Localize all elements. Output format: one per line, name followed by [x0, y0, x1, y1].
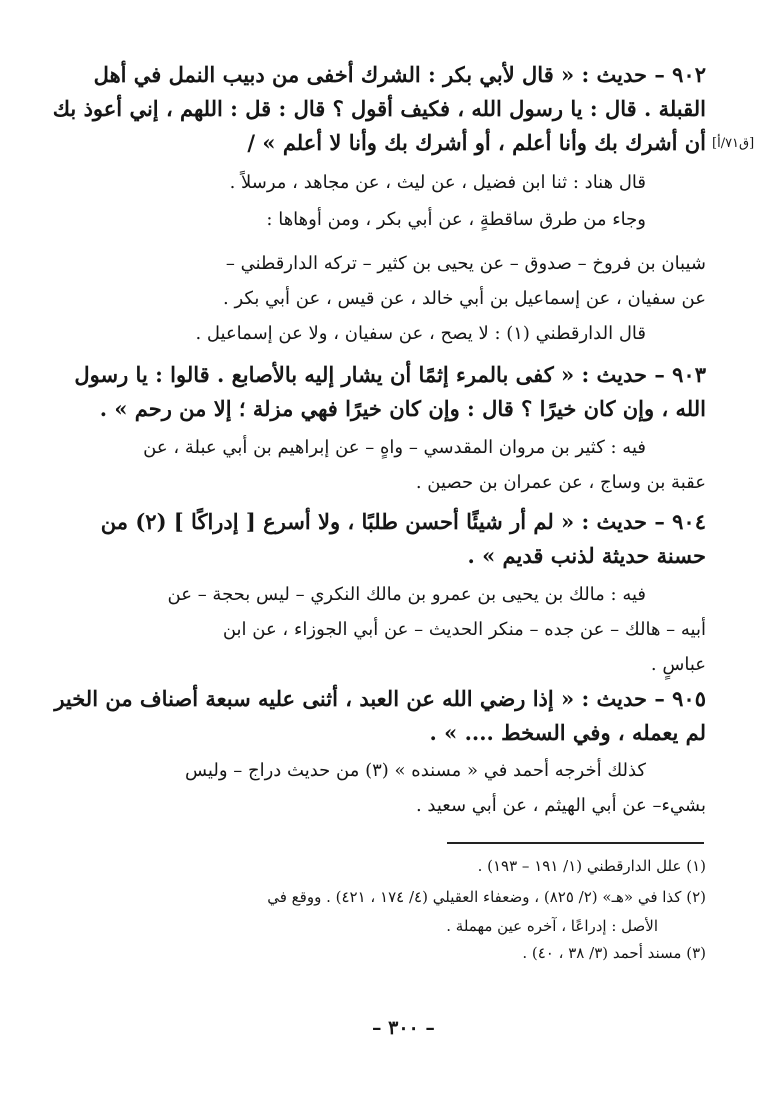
hadith-905-commentary-1: كذلك أخرجه أحمد في « مسنده » (٣) من حديث دراج – وليس — [184, 760, 646, 781]
hadith-905-commentary-2: بشيء– عن أبي الهيثم ، عن أبي سعيد . — [415, 795, 706, 816]
hadith-902-commentary-4: عن سفيان ، عن إسماعيل بن أبي خالد ، عن قيس ، عن أبي بكر . — [223, 288, 706, 309]
hadith-903-line-1: ٩٠٣ – حديث : « كفى بالمرء إثمًا أن يشار إليه بالأصابع . قالوا : يا رسول — [74, 362, 706, 387]
hadith-902-line-1: ٩٠٢ – حديث : « قال لأبي بكر : الشرك أخفى من دبيب النمل في أهل — [93, 62, 706, 87]
hadith-902-line-3: أن أشرك بك وأنا أعلم ، أو أشرك بك وأنا لا أعلم » / — [247, 130, 706, 155]
hadith-902-commentary-2: وجاء من طرق ساقطةٍ ، عن أبي بكر ، ومن أوهاها : — [266, 209, 646, 230]
hadith-905-line-1: ٩٠٥ – حديث : « إذا رضي الله عن العبد ، أثنى عليه سبعة أصناف من الخير — [54, 686, 706, 711]
footnote-1: (١) علل الدارقطني (١/ ١٩١ – ١٩٣) . — [477, 857, 706, 875]
hadith-903-commentary-1: فيه : كثير بن مروان المقدسي – واهٍ – عن إبراهيم بن أبي عبلة ، عن — [143, 437, 646, 458]
footnote-separator — [447, 842, 704, 844]
hadith-904-line-2: حسنة حديثة لذنب قديم » . — [467, 543, 706, 568]
hadith-902-line-2: القبلة . قال : يا رسول الله ، فكيف أقول ؟ قال : قل : اللهم ، إني أعوذ بك — [52, 96, 706, 121]
hadith-904-commentary-2: أبيه – هالك – عن جده – منكر الحديث – عن أبي الجوزاء ، عن ابن — [222, 619, 706, 640]
hadith-904-commentary-3: عباسٍ . — [650, 654, 706, 675]
manuscript-folio-ref: [ق٧١/أ] — [712, 136, 755, 151]
hadith-902-commentary-1: قال هناد : ثنا ابن فضيل ، عن ليث ، عن مجاهد ، مرسلاً . — [229, 172, 646, 193]
hadith-902-commentary-3: شيبان بن فروخ – صدوق – عن يحيى بن كثير – تركه الدارقطني – — [225, 253, 706, 274]
hadith-905-line-2: لم يعمله ، وفي السخط .... » . — [429, 720, 706, 745]
hadith-904-commentary-1: فيه : مالك بن يحيى بن عمرو بن مالك النكري – ليس بحجة – عن — [167, 584, 646, 605]
hadith-902-commentary-5: قال الدارقطني (١) : لا يصح ، عن سفيان ، ولا عن إسماعيل . — [195, 323, 646, 344]
footnote-2-line-1: (٢) كذا في «هـ» (٢/ ٨٢٥) ، وضعفاء العقيلي (٤/ ١٧٤ ، ٤٢١) . ووقع في — [267, 888, 706, 906]
footnote-2-line-2: الأصل : إدراعًا ، آخره عين مهملة . — [446, 917, 658, 935]
hadith-903-commentary-2: عقبة بن وساج ، عن عمران بن حصين . — [415, 472, 706, 493]
hadith-903-line-2: الله ، وإن كان خيرًا ؟ قال : وإن كان خيرًا فهي مزلة ؛ إلا من رحم » . — [99, 396, 706, 421]
page-number: – ٣٠٠ – — [372, 1017, 435, 1039]
footnote-3: (٣) مسند أحمد (٣/ ٣٨ ، ٤٠) . — [522, 944, 706, 962]
hadith-904-line-1: ٩٠٤ – حديث : « لم أر شيئًا أحسن طلبًا ، ولا أسرع [ إدراكًا ] (٢) من — [100, 509, 706, 534]
